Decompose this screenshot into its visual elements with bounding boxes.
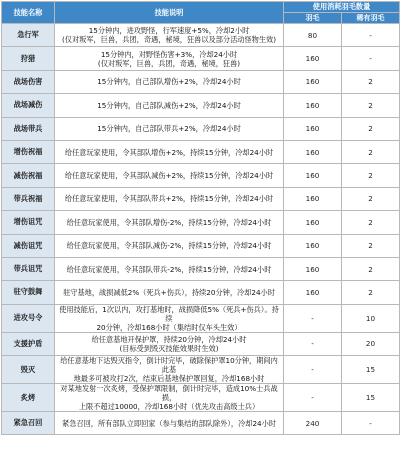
rare-feather-cost-cell: 2: [342, 140, 400, 163]
feather-cost-cell: 160: [284, 70, 342, 93]
table-row: [2, 281, 400, 304]
skill-desc-cell: [55, 187, 284, 210]
skill-name-cell: 带兵诅咒: [2, 257, 55, 280]
feather-cost-cell: 160: [284, 187, 342, 210]
skill-desc-line: 15分钟内，对野怪伤害+3%，冷却24小时: [100, 49, 238, 59]
rare-feather-cost-cell: 2: [342, 211, 400, 234]
table-row: [2, 70, 400, 93]
skill-desc-line: 给任意玩家使用，令其部队减伤-2%，持续15分钟，冷却24小时: [66, 241, 272, 251]
rare-feather-cost-cell: 2: [342, 164, 400, 187]
skill-desc-cell: [55, 70, 284, 93]
skill-table: [1, 1, 400, 435]
skill-name-cell: 狩猎: [2, 47, 55, 70]
skill-desc-cell: [55, 384, 284, 412]
rare-feather-cost-cell: 15: [342, 384, 400, 412]
feather-cost-cell: 160: [284, 140, 342, 163]
skill-desc-cell: [55, 94, 284, 117]
skill-desc-cell: [55, 47, 284, 70]
skill-desc-line: 15分钟内，自己部队减伤+2%，冷却24小时: [97, 100, 241, 110]
skill-desc-line: 给任意玩家使用，令其部队增伤+2%，持续15分钟，冷却24小时: [64, 147, 274, 157]
table-row: [2, 384, 400, 412]
skill-desc-line: 给任意玩家使用，令其部队减伤+2%，持续15分钟，冷却24小时: [64, 171, 274, 181]
skill-desc-line: 上限不超过10000，冷却168小时（优先攻击高级士兵）: [78, 402, 260, 412]
feather-cost-cell: -: [284, 356, 342, 384]
skill-desc-cell: [55, 356, 284, 384]
rare-feather-cost-cell: 20: [342, 332, 400, 355]
skill-name-cell: 减伤祝福: [2, 164, 55, 187]
rare-feather-cost-cell: 2: [342, 117, 400, 140]
table-row: [2, 257, 400, 280]
table-row: [2, 94, 400, 117]
skill-desc-cell: [55, 281, 284, 304]
skill-desc-cell: [55, 164, 284, 187]
skill-desc-line: 15分钟内，进攻野怪，行军速度+5%，冷却2小时: [88, 26, 250, 36]
skill-name-cell: 战场带兵: [2, 117, 55, 140]
skill-desc-line: (目标受到毁灭技能效果时生效): [119, 343, 219, 353]
rare-feather-cost-cell: -: [342, 24, 400, 47]
feather-cost-cell: -: [284, 332, 342, 355]
skill-desc-line: 紧急召回，所有部队立即回家（参与集结的部队除外），冷却24小时: [62, 418, 276, 428]
table-row: [2, 24, 400, 47]
feather-cost-cell: 160: [284, 211, 342, 234]
header-feather: 羽毛: [284, 13, 342, 24]
table-body: [2, 24, 400, 435]
table-row: [2, 356, 400, 384]
skill-desc-line: 使用技能后，1次以内，攻打基地时，战损降低5%（死兵+伤兵）。持续: [59, 304, 279, 323]
rare-feather-cost-cell: -: [342, 47, 400, 70]
rare-feather-cost-cell: 10: [342, 304, 400, 332]
skill-desc-line: 15分钟内，自己部队增伤+2%，冷却24小时: [97, 77, 241, 87]
skill-desc-line: 给任意基地下达毁灭指令，倒计时完毕，破除保护罩10分钟，期间内此基: [60, 356, 278, 375]
skill-name-cell: 战场伤害: [2, 70, 55, 93]
skill-name-cell: 增伤祝福: [2, 140, 55, 163]
skill-desc-line: 给任意基地开保护罩，持续20分钟，冷却24小时: [91, 334, 247, 344]
header-rare-feather: 稀有羽毛: [342, 13, 400, 24]
rare-feather-cost-cell: 15: [342, 356, 400, 384]
feather-cost-cell: 160: [284, 234, 342, 257]
skill-desc-cell: [55, 140, 284, 163]
table-row: [2, 187, 400, 210]
table-row: [2, 412, 400, 435]
skill-desc-line: 驻守基地，战损减低2%（死兵+伤兵），持续20分钟，冷却24小时: [63, 287, 275, 297]
skill-name-cell: 带兵祝福: [2, 187, 55, 210]
skill-desc-line: (仅对叛军，巨兽，兵团，奇遇，秘境，狂兽以及部分活动怪物生效): [61, 35, 277, 45]
skill-desc-cell: [55, 304, 284, 332]
skill-desc-line: 20分钟，冷却168小时（集结时仅车头生效）: [96, 322, 242, 332]
header-skill-name: 技能名称: [2, 2, 55, 24]
feather-cost-cell: 160: [284, 257, 342, 280]
feather-cost-cell: 160: [284, 94, 342, 117]
table-row: [2, 47, 400, 70]
skill-desc-line: 15分钟内，自己部队带兵+2%，冷却24小时: [97, 124, 241, 134]
header-cost: 使用消耗羽毛数量: [284, 2, 400, 13]
skill-desc-line: (仅对叛军，巨兽，兵团，奇遇，秘境，狂兽): [97, 58, 241, 68]
rare-feather-cost-cell: 2: [342, 94, 400, 117]
table-row: [2, 140, 400, 163]
skill-desc-line: 对某地发射一次炙烤，受保护罩限制，倒计时完毕，造成10%士兵战损，: [60, 384, 278, 403]
rare-feather-cost-cell: 2: [342, 234, 400, 257]
skill-desc-line: 给任意玩家使用，令其部队增伤-2%，持续15分钟，冷却24小时: [66, 217, 272, 227]
skill-desc-cell: [55, 24, 284, 47]
rare-feather-cost-cell: 2: [342, 187, 400, 210]
skill-name-cell: 紧急召回: [2, 412, 55, 435]
feather-cost-cell: -: [284, 304, 342, 332]
skill-name-cell: 炙烤: [2, 384, 55, 412]
skill-name-cell: 支援护盾: [2, 332, 55, 355]
feather-cost-cell: 160: [284, 47, 342, 70]
table-row: [2, 304, 400, 332]
skill-name-cell: 毁灭: [2, 356, 55, 384]
feather-cost-cell: 80: [284, 24, 342, 47]
skill-desc-cell: [55, 234, 284, 257]
skill-desc-cell: [55, 117, 284, 140]
feather-cost-cell: 160: [284, 164, 342, 187]
skill-desc-line: 给任意玩家使用，令其部队带兵+2%，持续15分钟，冷却24小时: [64, 194, 274, 204]
rare-feather-cost-cell: -: [342, 412, 400, 435]
table-row: [2, 117, 400, 140]
table-row: [2, 234, 400, 257]
skill-desc-cell: [55, 412, 284, 435]
skill-name-cell: 驻守鼓舞: [2, 281, 55, 304]
rare-feather-cost-cell: 2: [342, 70, 400, 93]
skill-name-cell: 增伤诅咒: [2, 211, 55, 234]
table-row: [2, 164, 400, 187]
rare-feather-cost-cell: 2: [342, 257, 400, 280]
skill-name-cell: 急行军: [2, 24, 55, 47]
skill-desc-line: 给任意玩家使用，令其部队带兵-2%，持续15分钟，冷却24小时: [66, 264, 272, 274]
rare-feather-cost-cell: 2: [342, 281, 400, 304]
skill-name-cell: 战场减伤: [2, 94, 55, 117]
table-row: [2, 211, 400, 234]
feather-cost-cell: 160: [284, 281, 342, 304]
skill-desc-cell: [55, 257, 284, 280]
table-row: [2, 332, 400, 355]
skill-name-cell: 减伤诅咒: [2, 234, 55, 257]
feather-cost-cell: 160: [284, 117, 342, 140]
skill-desc-cell: [55, 211, 284, 234]
feather-cost-cell: -: [284, 384, 342, 412]
skill-name-cell: 进攻号令: [2, 304, 55, 332]
skill-desc-cell: [55, 332, 284, 355]
skill-desc-line: 地最多可被攻打2次，结束后基地保护罩回复，冷却168小时: [73, 374, 265, 384]
header-skill-desc: 技能说明: [55, 2, 284, 24]
feather-cost-cell: 240: [284, 412, 342, 435]
